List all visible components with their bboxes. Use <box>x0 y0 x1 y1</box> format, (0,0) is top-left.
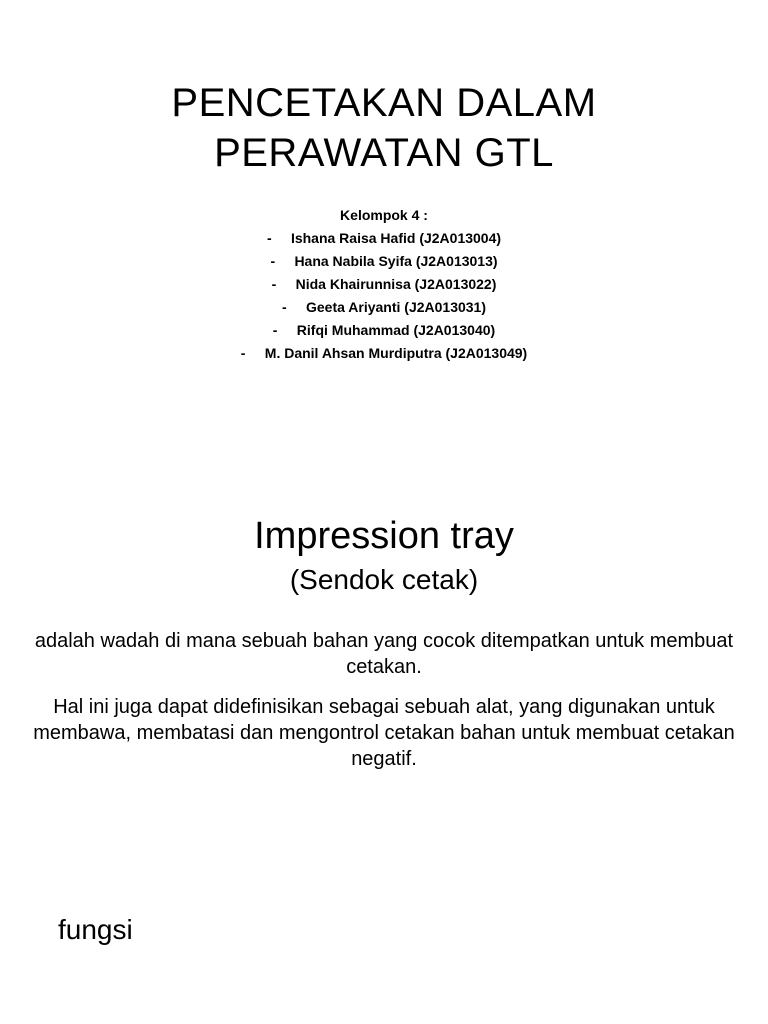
title-line-2: PERAWATAN GTL <box>214 131 554 175</box>
group-members <box>0 204 768 365</box>
member-item <box>0 250 768 273</box>
member-name: Geeta Ariyanti (J2A013031) <box>305 299 487 315</box>
description-paragraph: Hal ini juga dapat didefinisikan sebagai sebuah alat, yang digunakan untuk membawa, membatasi dan mengontrol cetakan bahan untuk membuat cetakan negatif. <box>33 696 735 770</box>
bullet-dash: - <box>270 253 276 269</box>
member-name: Hana Nabila Syifa (J2A013013) <box>294 253 498 269</box>
definition-paragraph: adalah wadah di mana sebuah bahan yang cocok ditempatkan untuk membuat cetakan. <box>34 630 734 678</box>
slide-title <box>0 0 768 500</box>
presentation-title <box>0 78 768 178</box>
member-item <box>0 227 768 250</box>
bullet-dash: - <box>240 345 246 361</box>
member-name: Ishana Raisa Hafid (J2A013004) <box>290 230 502 246</box>
member-item <box>0 319 768 342</box>
member-name: Rifqi Muhammad (J2A013040) <box>296 322 496 338</box>
bullet-dash: - <box>272 322 278 338</box>
group-heading: Kelompok 4 : <box>340 207 428 223</box>
bullet-dash: - <box>281 299 287 315</box>
member-name: Nida Khairunnisa (J2A013022) <box>295 276 497 292</box>
member-item <box>0 296 768 319</box>
slide-subheading: (Sendok cetak) <box>289 564 479 595</box>
member-item <box>0 273 768 296</box>
slide-impression-tray <box>0 500 768 880</box>
slide-heading: fungsi <box>58 914 133 945</box>
bullet-dash: - <box>271 276 277 292</box>
member-item <box>0 342 768 365</box>
title-line-1: PENCETAKAN DALAM <box>171 81 597 125</box>
member-name: M. Danil Ahsan Murdiputra (J2A013049) <box>264 345 528 361</box>
slide-heading: Impression tray <box>254 515 514 557</box>
slide-fungsi <box>0 880 768 1024</box>
bullet-dash: - <box>266 230 272 246</box>
